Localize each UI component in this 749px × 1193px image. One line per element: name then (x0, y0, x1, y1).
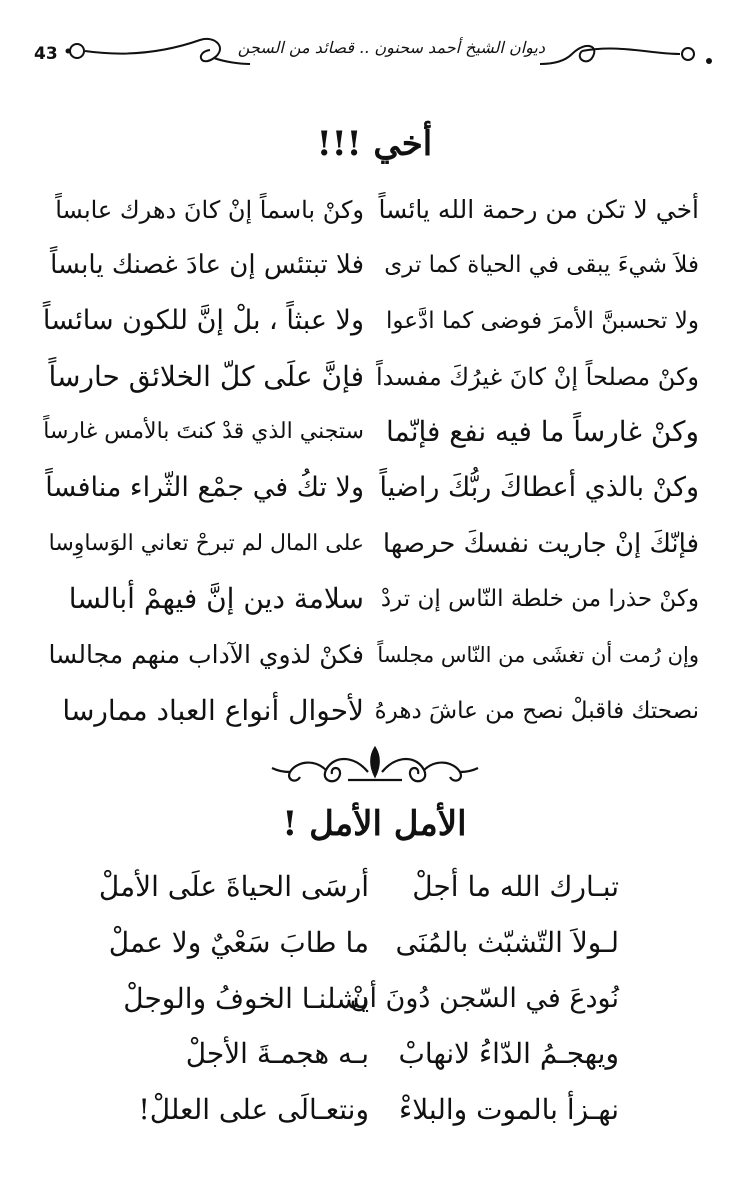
page-header (0, 18, 749, 88)
verse-second-hemistich: يشلنـا الخوفُ والوجلْ (123, 982, 369, 1015)
verse-second-hemistich: ما طابَ سَعْيٌ ولا عملْ (108, 926, 369, 959)
verse-second-hemistich: وكنْ باسماً إنْ كانَ دهرك عابساً (55, 196, 364, 224)
verse-first-hemistich: نُودعَ في السّجن دُونَ أنْ (349, 983, 619, 1014)
verse-second-hemistich: ولا عبثاً ، بلْ إنَّ للكون سائساً (42, 305, 364, 336)
verse-first-hemistich: ولا تحسبنَّ الأمرَ فوضى كما ادَّعوا (386, 308, 699, 334)
verse-second-hemistich: فلا تبتئس إن عادَ غصنك يابساً (50, 250, 364, 280)
verse-first-hemistich: أخي لا تكن من رحمة الله يائساً (378, 195, 699, 224)
poem-title: أخي !!! (316, 124, 433, 164)
verse-first-hemistich: فلاَ شيءَ يبقى في الحياة كما ترى (384, 252, 699, 278)
ornamental-divider (268, 742, 482, 790)
verse-second-hemistich: فكنْ لذوي الآداب منهم مجالسا (48, 640, 364, 669)
verse-first-hemistich: وكنْ مصلحاً إنْ كانَ غيرُكَ مفسداً (376, 363, 699, 391)
verse-first-hemistich: وكنْ بالذي أعطاكَ ربُّكَ راضياً (379, 472, 699, 503)
verse-first-hemistich: نهـزأ بالموت والبلاءْ (399, 1093, 619, 1126)
verse-first-hemistich: وإن رُمت أن تغشَى من النّاس مجلساً (377, 643, 699, 667)
verse-first-hemistich: لـولاَ التّشبّث بالمُنَى (395, 926, 619, 959)
verse-first-hemistich: وكنْ حذرا من خلطة النّاس إن تردْ (380, 586, 699, 612)
verse-second-hemistich: بـه هجمـةَ الأجلْ (185, 1037, 369, 1070)
verse-second-hemistich: فإنَّ علَى كلّ الخلائق حارساً (48, 360, 364, 393)
running-title: ديوان الشيخ أحمد سحنون .. قصائد من السجن (237, 38, 545, 57)
verse-first-hemistich: نصحتك فاقبلْ نصح من عاشَ دهرهُ (374, 698, 699, 724)
verse-second-hemistich: ونتعـالَى على العللْ! (138, 1093, 369, 1126)
verse-second-hemistich: ستجني الذي قدْ كنتَ بالأمس غارساً (43, 419, 364, 444)
verse-first-hemistich: ويهجـمُ الدّاءُ لانهابْ (398, 1037, 619, 1070)
verse-first-hemistich: فإنّكَ إنْ جاريت نفسكَ حرصها (382, 529, 699, 559)
verse-second-hemistich: على المال لم تبرحْ تعاني الوَساوِسا (48, 531, 364, 556)
verse-second-hemistich: لأحوال أنواع العباد ممارسا (62, 694, 364, 727)
verse-second-hemistich: ولا تكُ في جمْع الثّراء منافساً (45, 472, 364, 503)
verse-second-hemistich: سلامة دين إنَّ فيهمْ أبالسا (68, 582, 364, 615)
page-number: 43 (34, 44, 58, 64)
verse-first-hemistich: تبـارك الله ما أجلْ (412, 870, 619, 903)
verse-second-hemistich: أرسَى الحياةَ علَى الأملْ (98, 870, 369, 903)
poem-title: الأمل الأمل ! (282, 804, 467, 844)
verse-first-hemistich: وكنْ غارساً ما فيه نفع فإنّما (385, 415, 699, 448)
